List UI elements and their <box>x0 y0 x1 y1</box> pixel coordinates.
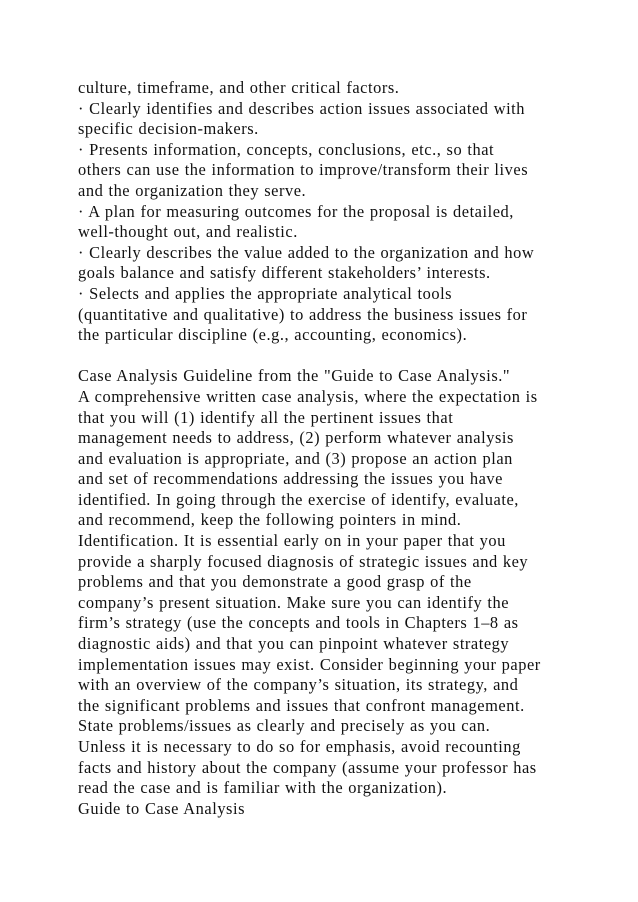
text-line: and the organization they serve. <box>78 180 307 200</box>
text-line: · Clearly describes the value added to the organization and how <box>78 242 535 262</box>
blank-line <box>78 346 618 367</box>
text-line: identified. In going through the exercise of identify, evaluate, <box>78 489 519 509</box>
text-line: with an overview of the company’s situation, its strategy, and <box>78 675 519 695</box>
text-line: · Presents information, concepts, conclusions, etc., so that <box>78 139 495 159</box>
text-line: facts and history about the company (assume your professor has <box>78 757 537 777</box>
text-line: culture, timeframe, and other critical factors. <box>78 78 400 97</box>
text-line: and recommend, keep the following pointers in mind. <box>78 510 462 530</box>
text-line: implementation issues may exist. Consider beginning your paper <box>78 654 541 674</box>
text-line: A comprehensive written case analysis, where the expectation is <box>78 386 538 406</box>
text-line: firm’s strategy (use the concepts and tools in Chapters 1–8 as <box>78 613 519 633</box>
text-line: Case Analysis Guideline from the "Guide to Case Analysis." <box>78 366 511 386</box>
text-line: · Selects and applies the appropriate analytical tools <box>78 283 453 303</box>
text-line: goals balance and satisfy different stakeholders’ interests. <box>78 263 491 283</box>
text-line: company’s present situation. Make sure you can identify the <box>78 592 510 612</box>
text-line: Identification. It is essential early on in your paper that you <box>78 531 506 551</box>
text-line: and set of recommendations addressing the issues you have <box>78 469 503 489</box>
text-line: the significant problems and issues that confront management. <box>78 695 525 715</box>
text-line: management needs to address, (2) perform whatever analysis <box>78 428 514 448</box>
text-line: read the case and is familiar with the organization). <box>78 778 448 798</box>
text-line: diagnostic aids) and that you can pinpoint whatever strategy <box>78 634 510 654</box>
text-line: specific decision-makers. <box>78 119 259 139</box>
text-line: · Clearly identifies and describes action issues associated with <box>78 98 526 118</box>
text-line: Guide to Case Analysis <box>78 798 246 818</box>
text-line: problems and that you demonstrate a good grasp of the <box>78 572 472 592</box>
text-line: State problems/issues as clearly and precisely as you can. <box>78 716 491 736</box>
text-line: others can use the information to improve/transform their lives <box>78 160 529 180</box>
text-line: provide a sharply focused diagnosis of strategic issues and key <box>78 551 529 571</box>
text-line: that you will (1) identify all the pertinent issues that <box>78 407 454 427</box>
document-body <box>78 78 618 819</box>
text-line: well-thought out, and realistic. <box>78 222 298 242</box>
text-line: Unless it is necessary to do so for emphasis, avoid recounting <box>78 737 521 756</box>
text-line: and evaluation is appropriate, and (3) propose an action plan <box>78 448 513 468</box>
text-line: · A plan for measuring outcomes for the proposal is detailed, <box>78 201 514 221</box>
text-line: the particular discipline (e.g., accounting, economics). <box>78 325 468 345</box>
text-line: (quantitative and qualitative) to address the business issues for <box>78 304 528 324</box>
